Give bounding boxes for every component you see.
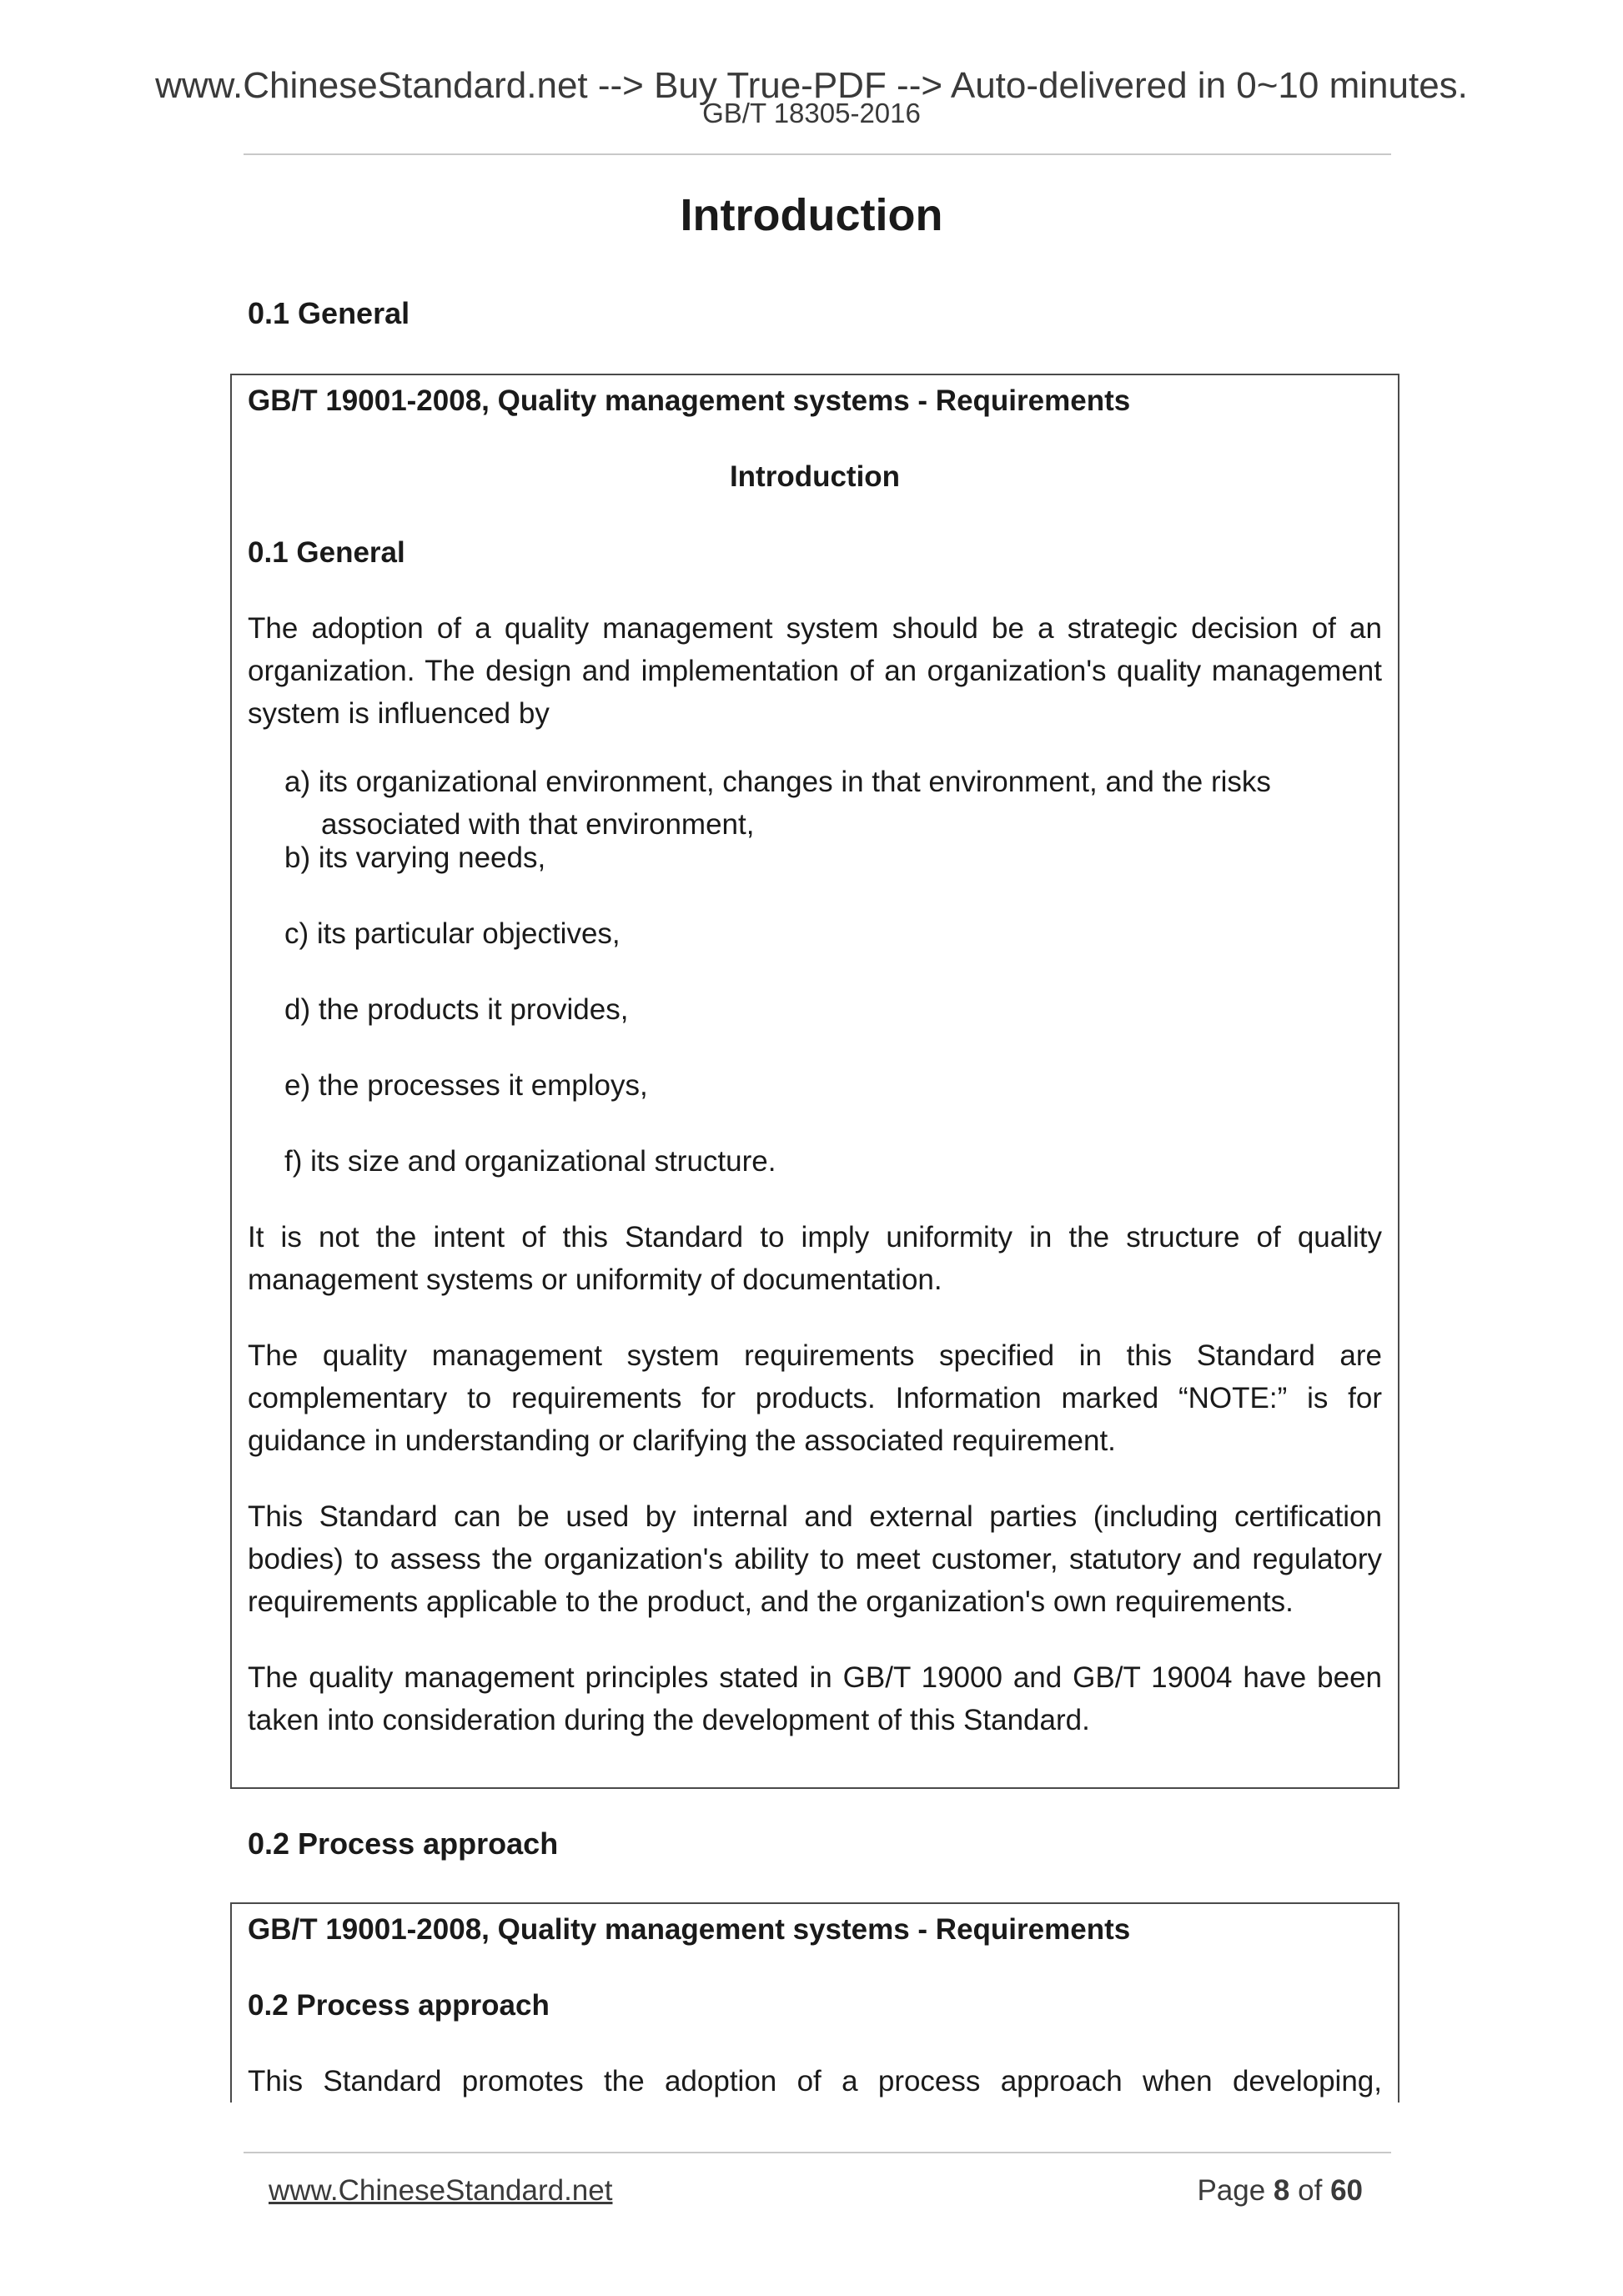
quoted-standard-box-general (230, 374, 1399, 1789)
page-word: Page (1197, 2174, 1266, 2207)
list-item: c) its particular objectives, (284, 917, 621, 950)
standard-code: GB/T 18305-2016 (702, 98, 921, 128)
list-item: b) its varying needs, (284, 842, 546, 874)
box-paragraph-4: This Standard can be used by internal and external parties (including certification bodies) to assess the organization's ability to meet customer, statutory and regulatory requirements applicable to the product, and the organization's own requirements. (248, 1500, 1382, 1618)
footer-site-link[interactable]: www.ChineseStandard.net (269, 2174, 613, 2207)
box-paragraph-1: The adoption of a quality management system should be a strategic decision of an organization. The design and implementation of an organization's quality management system is influenced by (248, 612, 1382, 730)
total-pages-number: 60 (1330, 2174, 1363, 2207)
box-paragraph-5: The quality management principles stated in GB/T 19000 and GB/T 19004 have been taken into consideration during the development of this Standard. (248, 1661, 1382, 1736)
box-source-title: GB/T 19001-2008, Quality management systems - Requirements (248, 1913, 1131, 1946)
current-page-number: 8 (1273, 2174, 1290, 2207)
quoted-standard-box-process-approach (230, 1902, 1399, 2103)
box-paragraph-3: The quality management system requirements specified in this Standard are complementary to requirements for products. Information marked “NOTE:” is for guidance in understanding or clarifying the associated requirement. (248, 1339, 1382, 1457)
page-indicator (1197, 2173, 1363, 2209)
page-title: Introduction (680, 190, 943, 240)
box-section-heading: 0.1 General (248, 536, 405, 569)
list-item: e) the processes it employs, (284, 1069, 648, 1102)
box-paragraph-1: This Standard promotes the adoption of a process approach when developing, (248, 2065, 1382, 2098)
site-banner: www.ChineseStandard.net --> Buy True-PDF --> Auto-delivered in 0~10 minutes. (155, 65, 1468, 106)
section-heading-process-approach: 0.2 Process approach (248, 1826, 559, 1861)
list-item: d) the products it provides, (284, 993, 629, 1026)
list-item: f) its size and organizational structure. (284, 1145, 776, 1178)
list-item: a) its organizational environment, changes in that environment, and the risks associated with that environment, (284, 766, 1271, 841)
box-section-heading: 0.2 Process approach (248, 1989, 550, 2022)
section-heading-general: 0.1 General (248, 296, 410, 330)
box-source-title: GB/T 19001-2008, Quality management systems - Requirements (248, 384, 1131, 417)
header-divider (244, 153, 1391, 155)
footer-divider (244, 2152, 1391, 2153)
box-introduction-title: Introduction (729, 460, 901, 493)
box-paragraph-2: It is not the intent of this Standard to imply uniformity in the structure of quality management systems or uniformity of documentation. (248, 1221, 1382, 1296)
of-word: of (1298, 2174, 1323, 2207)
